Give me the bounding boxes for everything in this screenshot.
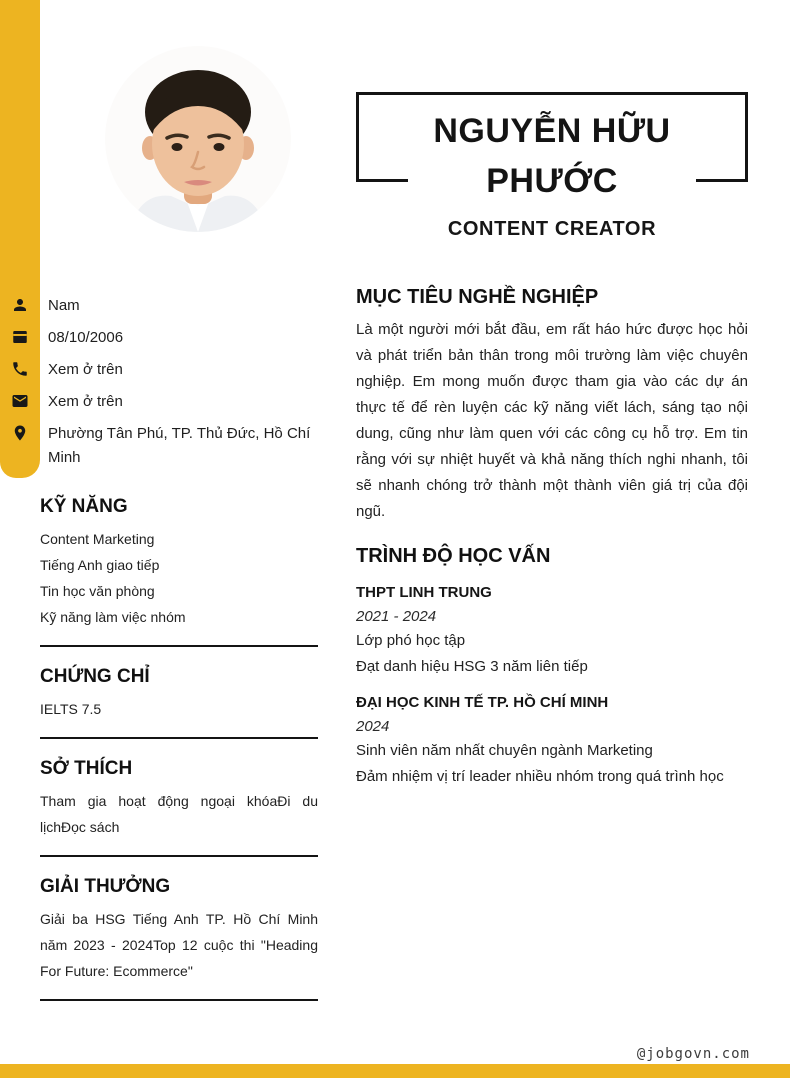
right-column: [356, 0, 748, 789]
skills-list: [40, 526, 318, 630]
contact-email-value: Xem ở trên: [48, 393, 123, 410]
education-school: THPT LINH TRUNG: [356, 584, 492, 601]
hobbies-section: [40, 756, 318, 840]
objective-section: [356, 284, 748, 525]
contact-row-phone: [0, 354, 318, 386]
left-sections: [40, 494, 318, 1018]
contact-row-address: [0, 418, 318, 474]
education-detail: Đạt danh hiệu HSG 3 năm liên tiếp: [356, 657, 588, 675]
contact-info-list: [0, 290, 318, 474]
contact-birthdate-value: 08/10/2006: [48, 329, 124, 346]
section-divider: [40, 737, 318, 739]
certificates-list: [40, 696, 318, 722]
certificates-section: [40, 664, 318, 722]
certificate-item: IELTS 7.5: [40, 701, 102, 717]
name-box: [356, 92, 748, 200]
education-period: 2024: [356, 718, 390, 735]
location-icon: [0, 418, 40, 442]
section-divider: [40, 645, 318, 647]
awards-text: Giải ba HSG Tiếng Anh TP. Hồ Chí Minh năm 2023 - 2024Top 12 cuộc thi "Heading For Future: Ecommerce": [40, 911, 318, 979]
objective-text: Là một người mới bắt đầu, em rất háo hức được học hỏi và phát triển bản thân trong môi trường làm việc chuyên nghiệp. Em mong muốn được tham gia vào các dự án thực tế để rèn luyện các kỹ năng viết lách, sáng tạo nội dung, cũng như làm quen với các công cụ hỗ trợ. Em tin rằng với sự nhiệt huyết và khả năng thích nghi nhanh, tôi sẽ nhanh chóng trở thành một thành viên giá trị của đội ngũ.: [356, 321, 748, 520]
section-divider: [40, 999, 318, 1001]
job-title: CONTENT CREATOR: [447, 218, 657, 240]
watermark: @jobgovn.com: [636, 1046, 750, 1062]
calendar-icon: [0, 322, 40, 346]
education-school: ĐẠI HỌC KINH TẾ TP. HỒ CHÍ MINH: [356, 694, 609, 711]
contact-phone-value: Xem ở trên: [48, 361, 123, 378]
education-entry: [356, 692, 748, 789]
certificates-heading: CHỨNG CHỈ: [40, 666, 150, 687]
skill-item: Content Marketing: [40, 531, 155, 547]
phone-icon: [0, 354, 40, 378]
education-detail: Lớp phó học tập: [356, 632, 466, 649]
contact-row-birthdate: [0, 322, 318, 354]
contact-address-value: Phường Tân Phú, TP. Thủ Đức, Hồ Chí Minh: [48, 425, 311, 466]
bottom-accent-bar: [0, 1064, 790, 1078]
objective-heading: MỤC TIÊU NGHỀ NGHIỆP: [356, 286, 599, 308]
education-detail: Đảm nhiệm vị trí leader nhiều nhóm trong quá trình học: [356, 767, 724, 785]
education-detail: Sinh viên năm nhất chuyên ngành Marketing: [356, 742, 653, 759]
education-period: 2021 - 2024: [356, 608, 437, 625]
education-entry: [356, 582, 748, 679]
section-divider: [40, 855, 318, 857]
hobbies-text: Tham gia hoạt động ngoại khóaĐi du lịchĐọc sách: [40, 793, 318, 835]
contact-gender-value: Nam: [48, 297, 80, 314]
skills-heading: KỸ NĂNG: [40, 496, 128, 517]
contact-row-gender: [0, 290, 318, 322]
awards-section: [40, 874, 318, 984]
skill-item: Tiếng Anh giao tiếp: [40, 557, 160, 573]
profile-photo: [105, 46, 291, 232]
hobbies-heading: SỞ THÍCH: [40, 758, 133, 779]
awards-heading: GIẢI THƯỞNG: [40, 876, 171, 897]
email-icon: [0, 386, 40, 410]
education-heading: TRÌNH ĐỘ HỌC VẤN: [356, 545, 551, 567]
skill-item: Kỹ năng làm việc nhóm: [40, 609, 186, 625]
person-icon: [0, 290, 40, 314]
education-section: [356, 543, 748, 789]
contact-row-email: [0, 386, 318, 418]
portrait-illustration: [105, 46, 291, 232]
candidate-name: NGUYỄN HỮU PHƯỚC: [408, 106, 696, 206]
skill-item: Tin học văn phòng: [40, 583, 155, 599]
skills-section: [40, 494, 318, 630]
